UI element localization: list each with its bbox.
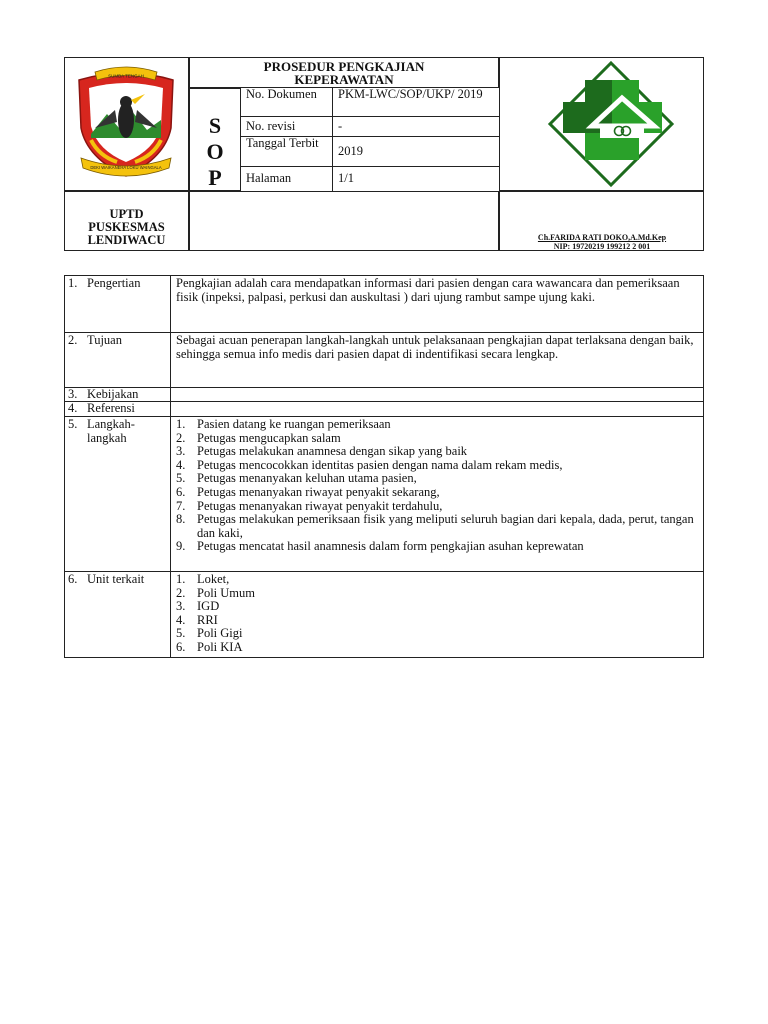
step-item: 7. Petugas menanyakan riwayat penyakit terdahulu, bbox=[176, 498, 443, 513]
document-meta-table bbox=[241, 88, 499, 191]
step-item: 3. Petugas melakukan anamnesa dengan sikap yang baik bbox=[176, 444, 468, 459]
row-langkah-langkah: 5. Langkah-langkah 1. Pasien datang ke ruangan pemeriksaan 2. Petugas mengucapkan salam 3. Petugas melakukan anamnesa dengan sikap yang baik 4. Petugas mencocokkan identitas pasien dengan nama dalam rekam medis, 5. Petugas menanyakan keluhan utama pasien, 6. Petugas menanyakan riwayat penyakit sekarang, 7. Petugas menanyakan riwayat penyakit terdahulu, 8. Petugas melakukan pemeriksaan fisik yang meliputi seluruh bagian dari kepala, dada, perut, tangan dan kaki, 9. Petugas mencatat hasil anamnesis dalam form pengkajian asuhan keprewatan bbox=[65, 417, 703, 572]
meta-row-revision: No. revisi - bbox=[241, 117, 499, 137]
unit-item: 4. RRI bbox=[176, 612, 218, 627]
meta-row-document-number: No. Dokumen PKM-LWC/SOP/UKP/ 2019 bbox=[241, 88, 499, 117]
unit-item: 1. Loket, bbox=[176, 572, 230, 586]
pengertian-text: Pengkajian adalah cara mendapatkan informasi dari pasien dengan cara wawancara dan pemeriksaan fisik (inpeksi, palpasi, perkusi dan auskultasi ) dari ujung rambut sampe ujung kaki. bbox=[176, 276, 680, 304]
step-item: 2. Petugas mengucapkan salam bbox=[176, 430, 341, 445]
step-item: 1. Pasien datang ke ruangan pemeriksaan bbox=[176, 417, 391, 431]
signatory-nip: NIP: 19720219 199212 2 001 bbox=[553, 242, 651, 251]
puskesmas-logo-cell bbox=[499, 58, 704, 191]
step-item: 6. Petugas menanyakan riwayat penyakit sekarang, bbox=[176, 484, 440, 499]
step-item: 9. Petugas mencatat hasil anamnesis dalam form pengkajian asuhan keprewatan bbox=[176, 539, 584, 554]
unit-item: 3. IGD bbox=[176, 599, 220, 614]
document-title: PROSEDUR PENGKAJIAN KEPERAWATAN bbox=[263, 59, 425, 87]
row-tujuan: 2. Tujuan Sebagai acuan penerapan langkah-langkah untuk pelaksanaan pengkajian dapat terlaksana dengan baik, sehingga semua info medis dari pasien dapat di indentifikasi secara lengkap. bbox=[65, 333, 703, 388]
meta-row-page: Halaman 1/1 bbox=[241, 167, 499, 191]
row-kebijakan: 3. Kebijakan bbox=[65, 388, 703, 402]
document-title-cell bbox=[189, 58, 499, 88]
sop-label-cell bbox=[189, 88, 241, 191]
emblem-ribbon-bottom: DEKI WAIKANEHA LOKU WAINGALA bbox=[90, 165, 162, 170]
sop-content-table bbox=[64, 275, 704, 658]
unit-item: 5. Poli Gigi bbox=[176, 626, 243, 641]
tujuan-text: Sebagai acuan penerapan langkah-langkah untuk pelaksanaan pengkajian dapat terlaksana dengan baik, sehingga semua info medis dari pasien dapat di indentifikasi secara lengkap. bbox=[176, 333, 694, 361]
meta-row-issue-date: Tanggal Terbit 2019 bbox=[241, 137, 499, 167]
row-unit-terkait: 6. Unit terkait 1. Loket, 2. Poli Umum 3. IGD 4. RRI 5. Poli Gigi 6. Poli KIA bbox=[65, 572, 703, 658]
institution-name: UPTD PUSKESMAS LENDIWACU bbox=[87, 207, 166, 247]
emblem-ribbon-top: SUMBA TENGAH bbox=[108, 73, 144, 79]
regency-emblem-icon bbox=[65, 58, 187, 189]
sop-header-table bbox=[64, 57, 704, 251]
puskesmas-logo-icon bbox=[500, 58, 703, 189]
blank-cell bbox=[189, 191, 499, 251]
signatory-name: Ch.FARIDA RATI DOKO,A.Md.Kep bbox=[537, 233, 667, 242]
row-pengertian: 1. Pengertian Pengkajian adalah cara mendapatkan informasi dari pasien dengan cara wawancara dan pemeriksaan fisik (inpeksi, palpasi, perkusi dan auskultasi ) dari ujung rambut sampe ujung kaki. bbox=[65, 276, 703, 333]
unit-item: 2. Poli Umum bbox=[176, 585, 255, 600]
regency-logo-cell bbox=[65, 58, 189, 191]
sop-label: S O P bbox=[206, 113, 224, 190]
unit-item: 6. Poli KIA bbox=[176, 639, 243, 654]
units-list bbox=[171, 572, 703, 658]
institution-cell bbox=[65, 191, 189, 251]
row-referensi: 4. Referensi bbox=[65, 402, 703, 417]
steps-list bbox=[171, 417, 703, 571]
step-item: 8. Petugas melakukan pemeriksaan fisik yang meliputi seluruh bagian dari kepala, dada, perut, tangan dan kaki, bbox=[176, 512, 694, 540]
signatory-cell bbox=[499, 191, 704, 251]
step-item: 5. Petugas menanyakan keluhan utama pasien, bbox=[176, 471, 417, 486]
step-item: 4. Petugas mencocokkan identitas pasien dengan nama dalam rekam medis, bbox=[176, 457, 563, 472]
